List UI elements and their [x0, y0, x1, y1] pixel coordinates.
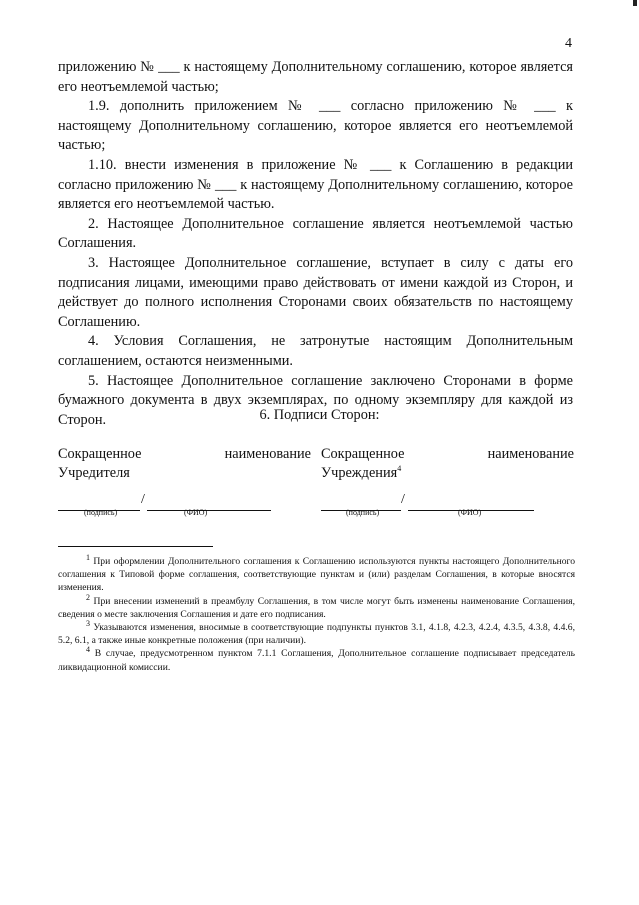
founder-fio-caption: (ФИО): [184, 508, 208, 517]
paragraph-5: 5. Настоящее Дополнительное соглашение заключено Сторонами в форме бумажного документа в двух экземплярах, по одному экземпляру для каждой из Сторон.: [58, 372, 573, 428]
founder-slash: /: [141, 492, 145, 507]
founder-label-a: Сокращенное: [58, 446, 142, 462]
signatures-title: 6. Подписи Сторон:: [259, 407, 380, 423]
footnote-num: 4: [86, 645, 90, 655]
scan-corner-mark: [633, 0, 637, 6]
institution-label-role-wrap: [321, 464, 574, 483]
paragraph-1-10: 1.10. внести изменения в приложение № ___ к Соглашению в редакции согласно приложению № ___ к настоящему Дополнительному соглашению, которое является его неотъемлемой частью.: [58, 156, 573, 213]
footnote-1: [58, 552, 575, 595]
founder-label-b: наименование: [224, 446, 311, 462]
footnote-text: При внесении изменений в преамбулу Соглашения, в том числе могут быть изменены наименование Соглашения, сведения о месте заключения Соглашения и дате его подписания.: [58, 595, 575, 620]
institution-sign-caption: (подпись): [346, 508, 380, 517]
founder-sign-caption: (подпись): [84, 508, 118, 517]
founder-label-role: Учредителя: [58, 465, 130, 481]
paragraph-continuation: приложению № ___ к настоящему Дополнительному соглашению, которое является его неотъемлемой частью;: [58, 59, 573, 95]
footnote-2: [58, 592, 575, 621]
institution-label-a: Сокращенное: [321, 446, 405, 462]
footnote-3: [58, 618, 575, 647]
founder-fio-line: [147, 496, 271, 511]
footnote-num: 1: [86, 552, 90, 562]
footnote-text: При оформлении Дополнительного соглашения к Соглашению используются пункты настоящего Дополнительного соглашения к Типовой форме соглашения, соответствующие пунктам и (или) разделам Соглашения, в которые вносятся изменения.: [58, 556, 575, 594]
paragraph-2: 2. Настоящее Дополнительное соглашение является неотъемлемой частью Соглашения.: [58, 215, 573, 252]
founder-signature-block: [58, 445, 311, 483]
footnote-num: 2: [86, 592, 90, 602]
institution-slash: /: [401, 492, 405, 507]
footnote-text: Указываются изменения, вносимые в соответствующие подпункты пунктов 3.1, 4.1.8, 4.2.3, 4.2.4, 4.3.5, 4.3.8, 4.4.6, 5.2, 6.1, а также иные конкретные положения (при наличии).: [58, 622, 575, 647]
paragraph-4: 4. Условия Соглашения, не затронутые настоящим Дополнительным соглашением, остаются неизменными.: [58, 333, 573, 369]
footnote-num: 3: [86, 618, 90, 628]
footnotes: [58, 552, 575, 674]
institution-label-b: наименование: [487, 446, 574, 462]
institution-fio-caption: (ФИО): [458, 508, 482, 517]
paragraph-3: 3. Настоящее Дополнительное соглашение, вступает в силу с даты его подписания лицами, имеющими право действовать от имени каждой из Сторон, и действует до полного исполнения Сторонами своих обязательств по настоящему Соглашению.: [58, 254, 573, 330]
institution-footnote-ref: 4: [397, 464, 402, 474]
document-body: [58, 58, 573, 430]
institution-label-role: Учреждения: [321, 465, 398, 481]
page-number: 4: [565, 36, 572, 51]
institution-signature-block: [321, 445, 574, 483]
footnote-separator: [58, 546, 213, 547]
footnote-text: В случае, предусмотренном пунктом 7.1.1 Соглашения, Дополнительное соглашение подписывает председатель ликвидационной комиссии.: [58, 648, 575, 673]
paragraph-1-9: 1.9. дополнить приложением № ___ согласно приложению № ___ к настоящему Дополнительному соглашению, которое является его неотъемлемой частью;: [58, 98, 573, 154]
footnote-4: [58, 647, 575, 673]
